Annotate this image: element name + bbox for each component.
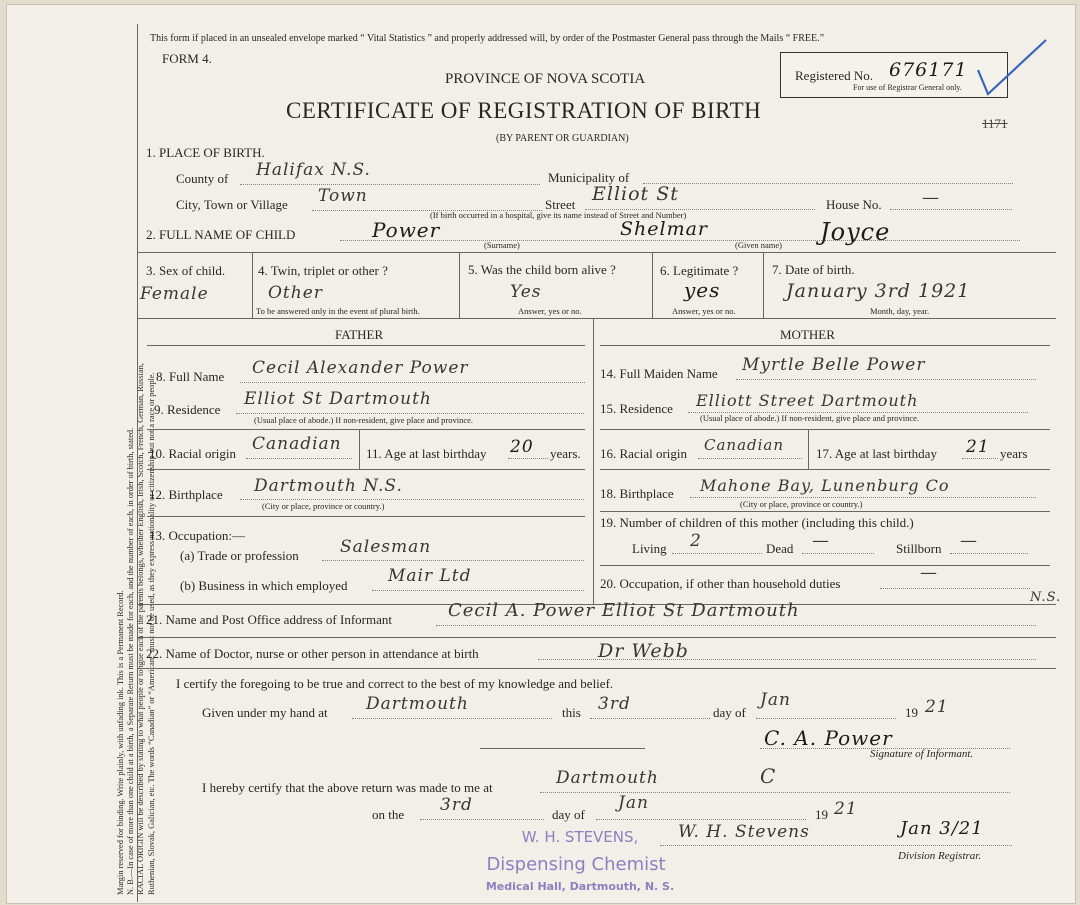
mother-age-line bbox=[962, 458, 998, 459]
father-residence-line bbox=[236, 413, 584, 414]
county-line bbox=[240, 184, 540, 185]
father-birthplace-note: (City or place, province or country.) bbox=[262, 501, 385, 511]
child-middle-name: Joyce bbox=[820, 218, 891, 246]
stillborn-value: — bbox=[960, 531, 978, 551]
dead-value: — bbox=[812, 531, 830, 551]
registered-label: Registered No. bbox=[795, 68, 873, 83]
place-of-birth-heading: 1. PLACE OF BIRTH. bbox=[146, 145, 265, 160]
on-the-label: on the bbox=[372, 807, 405, 822]
legitimate-value: yes bbox=[684, 278, 721, 302]
certificate-subtitle: (BY PARENT OR GUARDIAN) bbox=[496, 133, 629, 144]
form-number: FORM 4. bbox=[162, 51, 212, 66]
father-racial-value: Canadian bbox=[252, 434, 342, 454]
dead-line bbox=[802, 553, 874, 554]
legitimate-note: Answer, yes or no. bbox=[672, 306, 736, 316]
father-residence-value: Elliot St Dartmouth bbox=[244, 389, 432, 409]
registrar-caption: Division Registrar. bbox=[898, 850, 982, 862]
margin-rule bbox=[137, 24, 138, 902]
father-residence-note: (Usual place of abode.) If non-resident, give place and province. bbox=[254, 415, 474, 425]
business-value: Mair Ltd bbox=[388, 566, 472, 586]
divider bbox=[600, 565, 1050, 566]
divider bbox=[147, 516, 585, 517]
year-value: 21 bbox=[925, 697, 949, 717]
street-label: Street bbox=[545, 197, 576, 212]
margin-note-line: RACIAL ORIGIN will be described by stating to what people or tongue each of the parents belongs, whether English, Irish, Scotch, French, German, Russian, bbox=[136, 363, 146, 895]
stillborn-label: Stillborn bbox=[896, 541, 942, 556]
mother-occupation-value: — bbox=[920, 563, 938, 583]
chemist-stamp-line2: Dispensing Chemist bbox=[486, 854, 666, 875]
living-value: 2 bbox=[690, 531, 702, 551]
business-line bbox=[372, 590, 584, 591]
informant-suffix: N.S. bbox=[1030, 590, 1062, 605]
divider bbox=[138, 668, 1056, 669]
crossed-number: 1171 bbox=[982, 116, 1008, 131]
mother-birthplace-value: Mahone Bay, Lunenburg Co bbox=[700, 476, 950, 495]
alive-label: 5. Was the child born alive ? bbox=[468, 262, 616, 277]
on-day-value: 3rd bbox=[440, 795, 473, 815]
return-suffix-value: C bbox=[760, 764, 777, 788]
divider bbox=[138, 637, 1056, 638]
doctor-label: 22. Name of Doctor, nurse or other person in attendance at birth bbox=[146, 646, 479, 661]
business-label: (b) Business in which employed bbox=[180, 578, 348, 593]
divider bbox=[652, 252, 653, 318]
living-label: Living bbox=[632, 541, 667, 556]
check-mark-icon bbox=[968, 36, 1054, 102]
given-place-line bbox=[352, 718, 552, 719]
margin-note-line: N. B.—In case of more than one child at a birth, a Separate Return must be made for each, and the number of each, in order of birth, stated. bbox=[126, 427, 136, 895]
year-prefix: 19 bbox=[905, 705, 918, 720]
mother-residence-note: (Usual place of abode.) If non-resident, give place and province. bbox=[700, 413, 920, 423]
father-birthplace-value: Dartmouth N.S. bbox=[254, 476, 403, 496]
day-of-label: day of bbox=[713, 705, 746, 720]
divider bbox=[808, 429, 809, 469]
certificate-title: CERTIFICATE OF REGISTRATION OF BIRTH bbox=[286, 98, 762, 123]
margin-note-line: Ruthenian, Slovak, Galician, etc. The words “Canadian” or “American” must not be used, as they express nationality or citizenship but not a race or people. bbox=[146, 372, 156, 895]
street-value: Elliot St bbox=[592, 183, 679, 205]
this-day-value: 3rd bbox=[598, 694, 631, 714]
chemist-stamp-line3: Medical Hall, Dartmouth, N. S. bbox=[485, 880, 675, 893]
this-day-line bbox=[590, 718, 710, 719]
child-surname: Power bbox=[372, 218, 441, 242]
child-name-label: 2. FULL NAME OF CHILD bbox=[146, 227, 296, 242]
informant-signature: C. A. Power bbox=[764, 726, 893, 750]
father-name-line bbox=[240, 382, 585, 383]
return-place-value: Dartmouth bbox=[556, 768, 659, 788]
date-of-birth-note: Month, day, year. bbox=[870, 306, 930, 316]
day-of-label-2: day of bbox=[552, 807, 585, 822]
mother-occupation-line bbox=[880, 588, 1030, 589]
sex-value: Female bbox=[140, 284, 209, 304]
margin-note-line: Margin reserved for binding. Write plainly, with unfading ink. This is a Permanent Record. bbox=[116, 590, 125, 895]
divider bbox=[600, 469, 1050, 470]
mother-racial-line bbox=[698, 458, 802, 459]
mother-birthplace-label: 18. Birthplace bbox=[600, 486, 674, 501]
mother-occupation-label: 20. Occupation, if other than household duties bbox=[600, 576, 841, 591]
informant-line bbox=[436, 625, 1036, 626]
twin-note: To be answered only in the event of plural birth. bbox=[256, 306, 420, 316]
mail-notice: This form if placed in an unsealed envelope marked “ Vital Statistics ” and properly addressed will, by order of the Postmaster General pass through the Mails “ FREE.” bbox=[150, 33, 825, 44]
divider bbox=[600, 429, 1050, 430]
divider bbox=[138, 252, 1056, 253]
divider bbox=[600, 511, 1050, 512]
doctor-value: Dr Webb bbox=[598, 640, 689, 662]
county-label: County of bbox=[176, 171, 229, 186]
registered-number: 676171 bbox=[889, 59, 968, 81]
divider bbox=[459, 252, 460, 318]
divider bbox=[147, 429, 585, 430]
father-racial-label: 10. Racial origin bbox=[149, 446, 237, 461]
twin-label: 4. Twin, triplet or other ? bbox=[258, 263, 388, 278]
dead-label: Dead bbox=[766, 541, 794, 556]
house-value: — bbox=[922, 188, 940, 208]
return-place-line bbox=[540, 792, 1010, 793]
father-racial-line bbox=[246, 458, 352, 459]
doctor-line bbox=[538, 659, 1036, 660]
divider bbox=[359, 429, 360, 469]
father-residence-label: 9. Residence bbox=[154, 402, 221, 417]
county-value: Halifax N.S. bbox=[256, 160, 371, 180]
mother-name-label: 14. Full Maiden Name bbox=[600, 366, 718, 381]
divider bbox=[138, 318, 1056, 319]
city-value: Town bbox=[318, 186, 368, 206]
return-label: I hereby certify that the above return was made to me at bbox=[202, 780, 493, 795]
mother-racial-label: 16. Racial origin bbox=[600, 446, 688, 461]
month-line-2 bbox=[596, 819, 806, 820]
province-heading: PROVINCE OF NOVA SCOTIA bbox=[445, 71, 646, 87]
father-birthplace-line bbox=[240, 499, 584, 500]
alive-note: Answer, yes or no. bbox=[518, 306, 582, 316]
municipality-label: Municipality of bbox=[548, 170, 630, 185]
month-value-2: Jan bbox=[618, 793, 649, 813]
year-prefix-2: 19 bbox=[815, 807, 828, 822]
divider bbox=[147, 345, 585, 346]
mother-years: years bbox=[1000, 446, 1028, 461]
registrar-suffix: Jan 3/21 bbox=[900, 818, 984, 839]
month-line bbox=[756, 718, 896, 719]
child-name-line bbox=[340, 240, 1020, 241]
father-age-label: 11. Age at last birthday bbox=[366, 446, 487, 461]
date-of-birth-label: 7. Date of birth. bbox=[772, 262, 855, 277]
father-age-line bbox=[508, 458, 548, 459]
date-of-birth-value: January 3rd 1921 bbox=[786, 280, 971, 302]
divider bbox=[600, 345, 1050, 346]
father-name-label: 8. Full Name bbox=[156, 369, 225, 384]
registrar-signature: W. H. Stevens bbox=[678, 822, 810, 842]
mother-age-value: 21 bbox=[966, 437, 990, 457]
registrar-line bbox=[660, 845, 1012, 846]
year-value-2: 21 bbox=[834, 799, 858, 819]
month-value: Jan bbox=[760, 690, 791, 710]
mother-name-line bbox=[736, 379, 1036, 380]
trade-value: Salesman bbox=[340, 537, 432, 557]
occupation-label: 13. Occupation:— bbox=[149, 528, 246, 543]
informant-label: 21. Name and Post Office address of Informant bbox=[146, 612, 392, 627]
on-day-line bbox=[420, 819, 544, 820]
signature-rule bbox=[480, 748, 645, 749]
chemist-stamp-line1: W. H. STEVENS, bbox=[521, 828, 639, 846]
father-years: years. bbox=[550, 446, 581, 461]
this-label: this bbox=[562, 705, 581, 720]
informant-signature-caption: Signature of Informant. bbox=[870, 748, 974, 760]
sex-label: 3. Sex of child. bbox=[146, 263, 226, 278]
mother-residence-label: 15. Residence bbox=[600, 401, 673, 416]
father-birthplace-label: 12. Birthplace bbox=[149, 487, 223, 502]
column-divider bbox=[593, 318, 594, 604]
municipality-line bbox=[643, 183, 1013, 184]
twin-value: Other bbox=[268, 283, 323, 303]
house-line bbox=[890, 209, 1012, 210]
hospital-note: (If birth occurred in a hospital, give its name instead of Street and Number) bbox=[430, 210, 687, 220]
father-name-value: Cecil Alexander Power bbox=[252, 358, 469, 378]
surname-caption: (Surname) bbox=[484, 240, 520, 250]
given-place-value: Dartmouth bbox=[366, 694, 469, 714]
mother-birthplace-line bbox=[690, 497, 1036, 498]
mother-age-label: 17. Age at last birthday bbox=[816, 446, 937, 461]
house-label: House No. bbox=[826, 197, 882, 212]
stillborn-line bbox=[950, 553, 1028, 554]
mother-heading: MOTHER bbox=[780, 327, 835, 342]
living-line bbox=[672, 553, 762, 554]
legitimate-label: 6. Legitimate ? bbox=[660, 263, 739, 278]
father-heading: FATHER bbox=[335, 327, 384, 342]
mother-name-value: Myrtle Belle Power bbox=[742, 355, 926, 375]
mother-birthplace-note: (City or place, province or country.) bbox=[740, 499, 863, 509]
divider bbox=[147, 469, 585, 470]
trade-label: (a) Trade or profession bbox=[180, 548, 299, 563]
informant-value: Cecil A. Power Elliot St Dartmouth bbox=[448, 600, 800, 621]
child-given-name: Shelmar bbox=[620, 218, 709, 240]
given-name-caption: (Given name) bbox=[735, 240, 782, 250]
children-label: 19. Number of children of this mother (including this child.) bbox=[600, 515, 914, 530]
mother-racial-value: Canadian bbox=[704, 436, 785, 454]
mother-residence-value: Elliott Street Dartmouth bbox=[696, 391, 919, 410]
certify-statement: I certify the foregoing to be true and correct to the best of my knowledge and belief. bbox=[176, 676, 614, 691]
given-under-label: Given under my hand at bbox=[202, 705, 328, 720]
father-age-value: 20 bbox=[510, 437, 534, 457]
divider bbox=[763, 252, 764, 318]
alive-value: Yes bbox=[510, 282, 542, 302]
city-label: City, Town or Village bbox=[176, 197, 288, 212]
divider bbox=[252, 252, 253, 318]
trade-line bbox=[322, 560, 584, 561]
registrar-use-note: For use of Registrar General only. bbox=[853, 83, 962, 92]
